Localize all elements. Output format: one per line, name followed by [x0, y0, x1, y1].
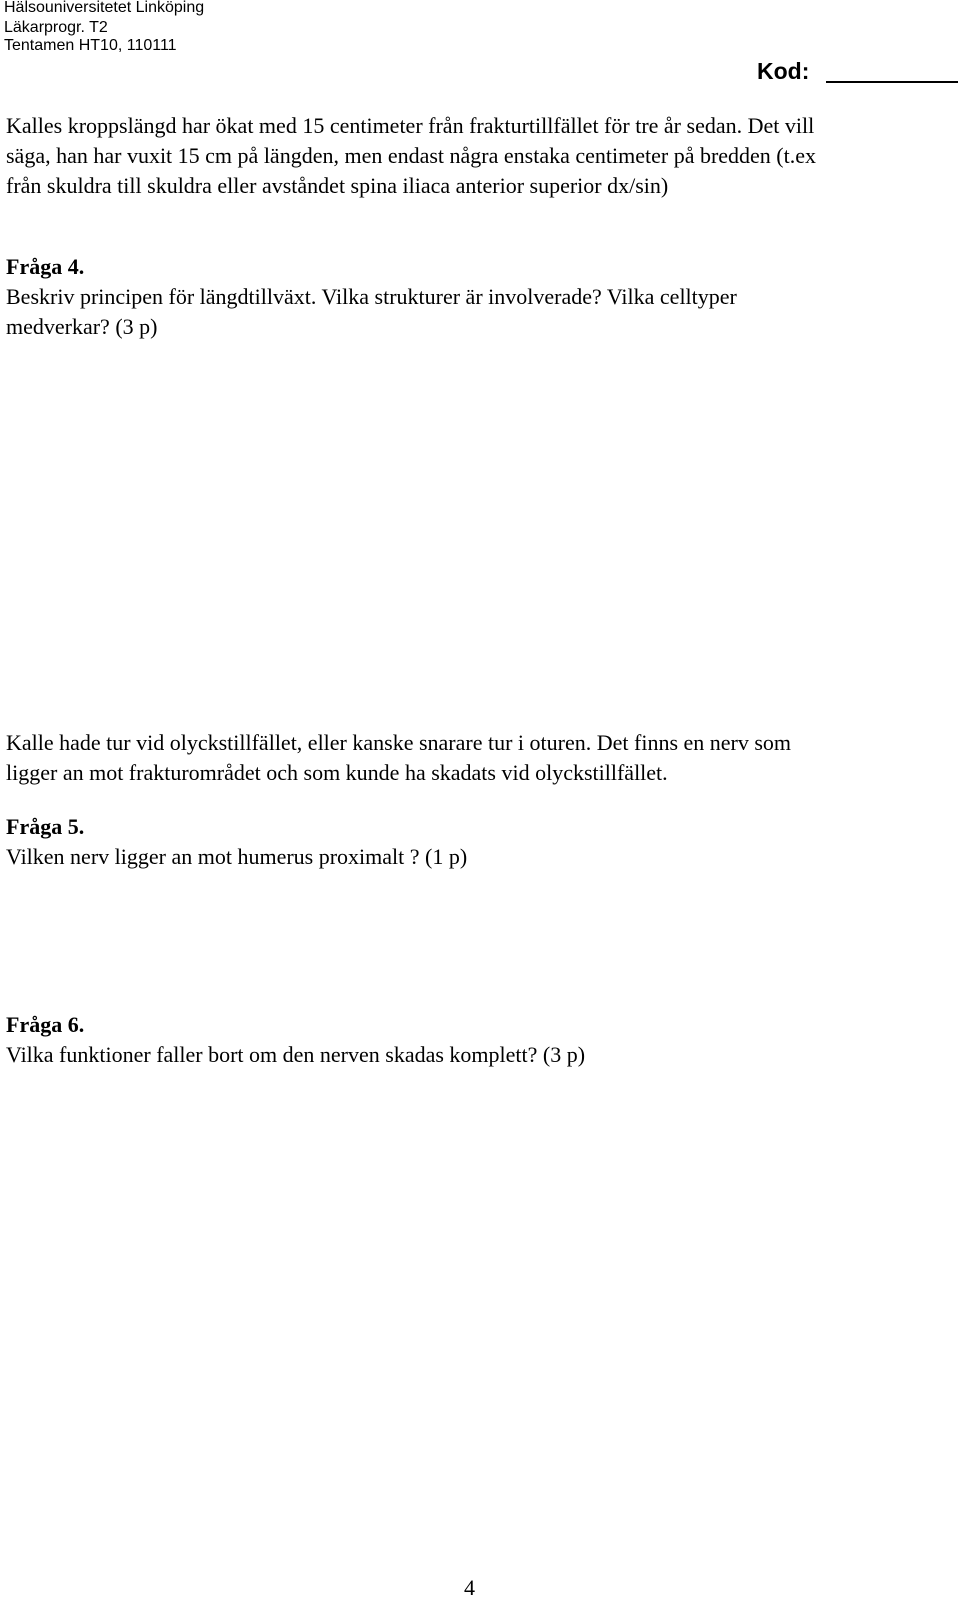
question-4-heading: Fråga 4.: [6, 254, 85, 279]
context-line: ligger an mot frakturområdet och som kunde ha skadats vid olyckstillfället.: [6, 760, 668, 785]
intro-line: Kalles kroppslängd har ökat med 15 centimeter från frakturtillfället för tre år sedan. Det vill: [6, 113, 815, 138]
question-5-heading: Fråga 5.: [6, 814, 85, 839]
question-6-heading: Fråga 6.: [6, 1012, 85, 1037]
question-4-line: Beskriv principen för längdtillväxt. Vilka strukturer är involverade? Vilka celltyper: [6, 284, 737, 309]
code-answer-line: [826, 81, 958, 83]
header-exam: Tentamen HT10, 110111: [4, 37, 177, 54]
page-number: 4: [464, 1575, 475, 1600]
intro-paragraph: [6, 111, 954, 201]
intro-line: från skuldra till skuldra eller avståndet spina iliaca anterior superior dx/sin): [6, 173, 669, 198]
question-4: [6, 252, 954, 342]
question-6: [6, 1010, 954, 1070]
question-6-text: Vilka funktioner faller bort om den nerven skadas komplett? (3 p): [6, 1042, 586, 1067]
header-institution: Hälsouniversitetet Linköping: [4, 0, 205, 16]
intro-line: säga, han har vuxit 15 cm på längden, men endast några enstaka centimeter på bredden (t.ex: [6, 143, 817, 168]
context-line: Kalle hade tur vid olyckstillfället, eller kanske snarare tur i oturen. Det finns en nerv som: [6, 730, 792, 755]
question-4-line: medverkar? (3 p): [6, 314, 158, 339]
question-5: [6, 812, 954, 872]
code-label: Kod:: [757, 58, 810, 84]
question-5-text: Vilken nerv ligger an mot humerus proximalt ? (1 p): [6, 844, 468, 869]
header-program: Läkarprogr. T2: [4, 19, 108, 36]
context-paragraph: [6, 728, 954, 788]
